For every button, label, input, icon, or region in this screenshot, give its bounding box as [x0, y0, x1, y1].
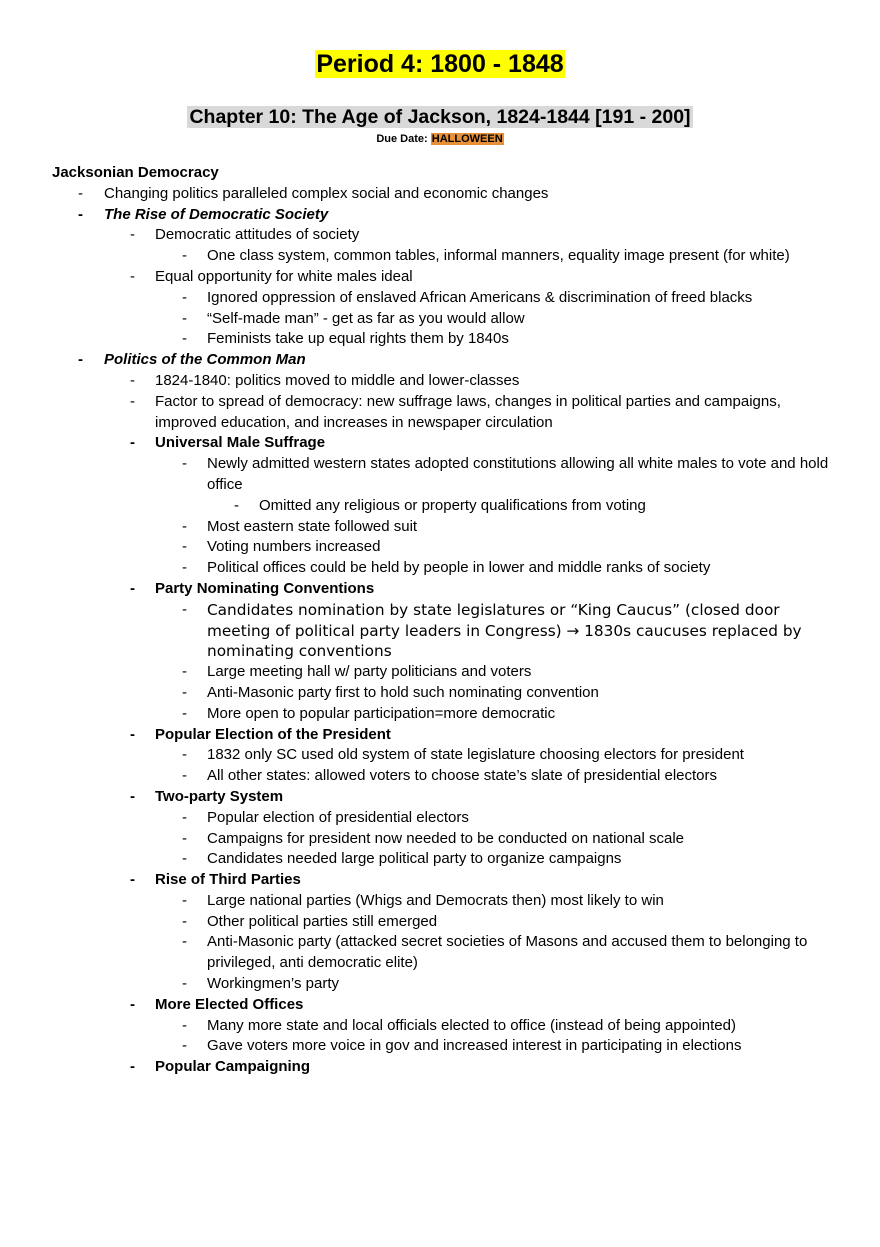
bullet-dash: - [130, 579, 135, 597]
outline-item [0, 1016, 880, 1037]
due-date-label: Due Date: [376, 133, 428, 145]
outline-text: Politics of the Common Man [104, 351, 306, 369]
outline-item [0, 537, 880, 558]
outline-text: Gave voters more voice in gov and increased interest in participating in elections [207, 1037, 742, 1055]
outline-text: Campaigns for president now needed to be conducted on national scale [207, 829, 684, 847]
due-date [0, 133, 880, 145]
outline-text: “Self-made man” - get as far as you would allow [207, 309, 525, 327]
outline-item [0, 932, 880, 974]
bullet-dash: - [130, 1058, 135, 1076]
bullet-dash: - [130, 226, 135, 244]
bullet-dash: - [182, 600, 187, 618]
bullet-dash: - [182, 829, 187, 847]
outline-item [0, 662, 880, 683]
bullet-dash: - [182, 850, 187, 868]
bullet-dash: - [130, 995, 135, 1013]
outline-text: Popular Campaigning [155, 1058, 311, 1076]
outline-item [0, 1036, 880, 1057]
outline-text: Workingmen’s party [207, 975, 339, 993]
bullet-dash: - [182, 559, 187, 577]
outline-item [0, 288, 880, 309]
outline-item [0, 496, 880, 517]
bullet-dash: - [182, 517, 187, 535]
bullet-dash: - [182, 808, 187, 826]
outline-text: Party Nominating Conventions [155, 579, 375, 597]
outline-text: Democratic attitudes of society [155, 226, 360, 244]
bullet-dash: - [182, 975, 187, 993]
outline-item [0, 371, 880, 392]
outline-text: Candidates nomination by state legislatures or “King Caucus” (closed door meeting of political party leaders in Congress) → 1830s caucuses replaced by nominating conventions [207, 600, 802, 661]
bullet-dash: - [130, 434, 135, 452]
outline-text: Newly admitted western states adopted constitutions allowing all white males to vote and hold office [207, 455, 829, 493]
bullet-dash: - [182, 455, 187, 473]
outline-text: Omitted any religious or property qualifications from voting [259, 496, 646, 514]
bullet-dash: - [78, 184, 83, 202]
outline-text: Large national parties (Whigs and Democrats then) most likely to win [207, 891, 664, 909]
outline-text: Anti-Masonic party (attacked secret societies of Masons and accused them to belonging to privileged, anti democratic elite) [207, 933, 808, 972]
outline-text: Universal Male Suffrage [155, 434, 326, 452]
outline-text: Factor to spread of democracy: new suffrage laws, changes in political parties and campaigns, improved education, and increases in newspaper circulation [155, 392, 781, 431]
outline-text: Two-party System [155, 787, 284, 805]
bullet-dash: - [182, 767, 187, 785]
bullet-dash: - [78, 351, 83, 369]
outline-item [0, 974, 880, 995]
outline-text: 1824-1840: politics moved to middle and lower-classes [155, 371, 520, 389]
outline-item [0, 267, 880, 288]
outline-item [0, 600, 880, 662]
bullet-dash: - [182, 309, 187, 327]
bullet-dash: - [182, 247, 187, 265]
outline-item [0, 704, 880, 725]
notes-outline [0, 163, 880, 1078]
outline-text: Ignored oppression of enslaved African Americans & discrimination of freed blacks [207, 288, 753, 306]
bullet-dash: - [130, 392, 135, 410]
outline-item [0, 205, 880, 226]
outline-text: Candidates needed large political party to organize campaigns [207, 850, 622, 868]
outline-item [0, 392, 880, 434]
outline-text: Equal opportunity for white males ideal [155, 267, 413, 285]
outline-text: Voting numbers increased [207, 538, 381, 556]
outline-item [0, 1057, 880, 1078]
outline-text: More open to popular participation=more democratic [207, 704, 556, 722]
section-heading [0, 163, 880, 184]
bullet-dash: - [182, 330, 187, 348]
outline-text: More Elected Offices [155, 995, 304, 1013]
outline-item [0, 329, 880, 350]
outline-item [0, 766, 880, 787]
outline-text: Other political parties still emerged [207, 912, 438, 930]
bullet-dash: - [182, 683, 187, 701]
bullet-dash: - [130, 267, 135, 285]
bullet-dash: - [234, 496, 239, 514]
outline-item [0, 579, 880, 600]
outline-item [0, 912, 880, 933]
page-title: Period 4: 1800 - 1848 [316, 50, 564, 78]
outline-item [0, 184, 880, 205]
bullet-dash: - [130, 787, 135, 805]
outline-item [0, 995, 880, 1016]
bullet-dash: - [182, 891, 187, 909]
outline-text: Popular election of presidential electors [207, 808, 469, 826]
due-date-value: HALLOWEEN [431, 133, 503, 145]
outline-item [0, 870, 880, 891]
outline-item [0, 454, 880, 496]
bullet-dash: - [182, 746, 187, 764]
outline-item [0, 829, 880, 850]
outline-text: Large meeting hall w/ party politicians and voters [207, 663, 532, 681]
outline-item [0, 891, 880, 912]
outline-text: Most eastern state followed suit [207, 517, 418, 535]
outline-item [0, 849, 880, 870]
bullet-dash: - [182, 1037, 187, 1055]
outline-text: Anti-Masonic party first to hold such nominating convention [207, 683, 599, 701]
outline-item [0, 725, 880, 746]
outline-item [0, 246, 880, 267]
bullet-dash: - [182, 704, 187, 722]
outline-item [0, 787, 880, 808]
outline-text: Rise of Third Parties [155, 871, 301, 889]
outline-item [0, 558, 880, 579]
bullet-dash: - [182, 912, 187, 930]
bullet-dash: - [182, 538, 187, 556]
outline-text: Changing politics paralleled complex social and economic changes [104, 184, 549, 202]
bullet-dash: - [182, 663, 187, 681]
chapter-heading: Chapter 10: The Age of Jackson, 1824-1844 [191 - 200] [189, 106, 691, 128]
outline-text: One class system, common tables, informal manners, equality image present (for white) [207, 247, 790, 265]
outline-item [0, 745, 880, 766]
bullet-dash: - [130, 725, 135, 743]
outline-item [0, 225, 880, 246]
bullet-dash: - [78, 205, 83, 223]
outline-item [0, 433, 880, 454]
outline-text: All other states: allowed voters to choose state’s slate of presidential electors [207, 767, 717, 785]
outline-text: 1832 only SC used old system of state legislature choosing electors for president [207, 746, 744, 764]
outline-text: Jacksonian Democracy [52, 164, 219, 181]
outline-text: Many more state and local officials elected to office (instead of being appointed) [207, 1016, 736, 1034]
outline-item [0, 808, 880, 829]
outline-text: Feminists take up equal rights them by 1840s [207, 330, 509, 348]
bullet-dash: - [182, 933, 187, 951]
bullet-dash: - [182, 288, 187, 306]
bullet-dash: - [130, 371, 135, 389]
outline-item [0, 683, 880, 704]
outline-text: The Rise of Democratic Society [104, 205, 329, 223]
bullet-dash: - [130, 871, 135, 889]
outline-text: Political offices could be held by people in lower and middle ranks of society [207, 559, 711, 577]
outline-item [0, 350, 880, 371]
outline-item [0, 517, 880, 538]
outline-text: Popular Election of the President [155, 725, 391, 743]
outline-item [0, 309, 880, 330]
bullet-dash: - [182, 1016, 187, 1034]
